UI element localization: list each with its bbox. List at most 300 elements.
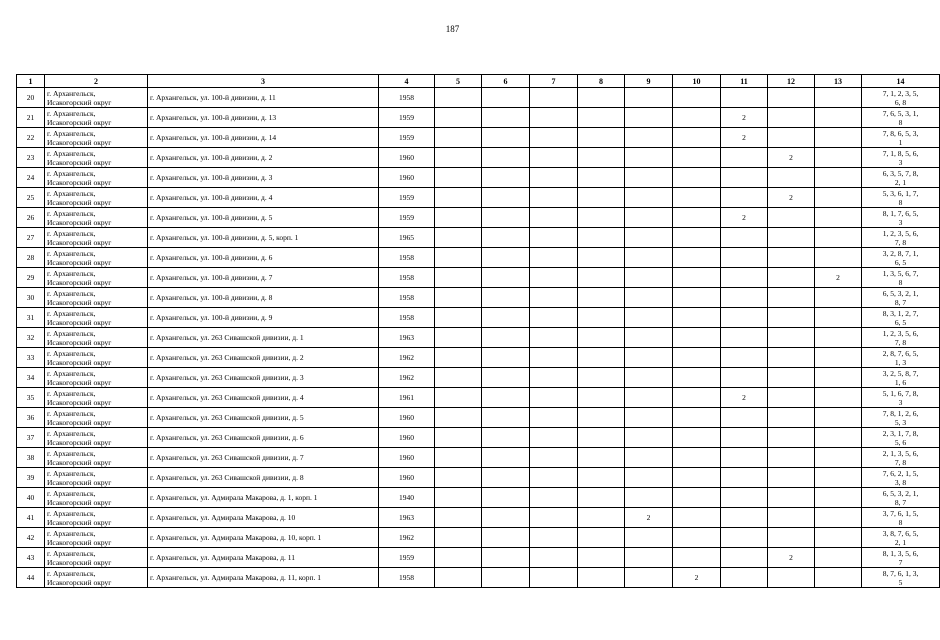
mark-cell [721, 508, 768, 528]
row-number: 39 [17, 468, 45, 488]
district-label: Исакогорский округ [47, 297, 112, 307]
sequence-line-2: 7, 8 [894, 237, 907, 247]
row-number: 25 [17, 188, 45, 208]
sequence-cell [862, 568, 940, 588]
mark-cell [530, 248, 578, 268]
mark-cell [815, 88, 862, 108]
sequence-line-2: 6, 5 [894, 257, 907, 267]
mark-cell [578, 448, 625, 468]
mark-cell [815, 468, 862, 488]
mark-cell [530, 328, 578, 348]
location-cell [45, 508, 148, 528]
year-cell: 1958 [379, 88, 435, 108]
year-cell: 1959 [379, 548, 435, 568]
mark-cell [435, 388, 482, 408]
table-row [17, 528, 940, 548]
sequence-line-2: 1, 6 [894, 377, 907, 387]
mark-cell [625, 488, 673, 508]
district-label: Исакогорский округ [47, 277, 112, 287]
mark-cell [721, 88, 768, 108]
city-label: г. Архангельск, [47, 228, 96, 238]
column-header: 5 [435, 75, 482, 88]
sequence-line-2: 5, 3 [894, 417, 907, 427]
mark-cell: 2 [721, 108, 768, 128]
city-label: г. Архангельск, [47, 428, 96, 438]
year-cell: 1959 [379, 128, 435, 148]
district-label: Исакогорский округ [47, 397, 112, 407]
row-number: 31 [17, 308, 45, 328]
mark-cell [768, 528, 815, 548]
mark-cell [673, 248, 721, 268]
sequence-line-2: 8, 7 [894, 497, 907, 507]
mark-cell [482, 328, 530, 348]
location-cell [45, 348, 148, 368]
mark-cell [768, 388, 815, 408]
mark-cell [530, 148, 578, 168]
year-cell: 1959 [379, 188, 435, 208]
district-label: Исакогорский округ [47, 337, 112, 347]
mark-cell [530, 308, 578, 328]
year-cell: 1959 [379, 108, 435, 128]
city-label: г. Архангельск, [47, 468, 96, 478]
mark-cell [435, 508, 482, 528]
sequence-cell [862, 108, 940, 128]
mark-cell [578, 428, 625, 448]
year-cell: 1960 [379, 468, 435, 488]
row-number: 23 [17, 148, 45, 168]
sequence-line-1: 2, 8, 7, 6, 5, [882, 348, 919, 358]
year-cell: 1961 [379, 388, 435, 408]
mark-cell [625, 168, 673, 188]
sequence-cell [862, 528, 940, 548]
sequence-line-2: 3 [898, 217, 903, 227]
city-label: г. Архангельск, [47, 288, 96, 298]
district-label: Исакогорский округ [47, 257, 112, 267]
mark-cell [578, 228, 625, 248]
mark-cell [625, 308, 673, 328]
mark-cell [673, 88, 721, 108]
column-header: 1 [17, 75, 45, 88]
mark-cell [815, 108, 862, 128]
mark-cell [435, 228, 482, 248]
mark-cell [673, 288, 721, 308]
row-number: 35 [17, 388, 45, 408]
mark-cell [625, 348, 673, 368]
mark-cell [578, 168, 625, 188]
year-cell: 1940 [379, 488, 435, 508]
mark-cell [673, 328, 721, 348]
mark-cell [530, 448, 578, 468]
mark-cell [482, 248, 530, 268]
year-cell: 1963 [379, 508, 435, 528]
mark-cell [530, 408, 578, 428]
row-number: 38 [17, 448, 45, 468]
mark-cell [815, 488, 862, 508]
row-number: 24 [17, 168, 45, 188]
sequence-line-1: 7, 1, 2, 3, 5, [882, 88, 919, 98]
row-number: 44 [17, 568, 45, 588]
column-header: 10 [673, 75, 721, 88]
location-cell [45, 288, 148, 308]
mark-cell [482, 168, 530, 188]
sequence-line-2: 3 [898, 157, 903, 167]
address-cell: г. Архангельск, ул. 100-й дивизии, д. 3 [148, 168, 379, 188]
mark-cell [815, 568, 862, 588]
mark-cell [768, 88, 815, 108]
sequence-cell [862, 348, 940, 368]
city-label: г. Архангельск, [47, 268, 96, 278]
address-cell: г. Архангельск, ул. Адмирала Макарова, д. 11, корп. 1 [148, 568, 379, 588]
address-cell: г. Архангельск, ул. Адмирала Макарова, д. 1, корп. 1 [148, 488, 379, 508]
header-row [17, 75, 940, 88]
mark-cell [625, 548, 673, 568]
mark-cell [482, 88, 530, 108]
city-label: г. Архангельск, [47, 308, 96, 318]
district-label: Исакогорский округ [47, 217, 112, 227]
address-cell: г. Архангельск, ул. 263 Сивашской дивизии, д. 2 [148, 348, 379, 368]
sequence-line-1: 6, 3, 5, 7, 8, [882, 168, 919, 178]
sequence-cell [862, 148, 940, 168]
sequence-line-2: 2, 1 [894, 177, 907, 187]
sequence-line-1: 6, 5, 3, 2, 1, [882, 288, 919, 298]
mark-cell [815, 428, 862, 448]
table-row [17, 328, 940, 348]
year-cell: 1960 [379, 168, 435, 188]
sequence-line-2: 3 [898, 397, 903, 407]
sequence-cell [862, 88, 940, 108]
mark-cell [435, 248, 482, 268]
mark-cell: 2 [721, 208, 768, 228]
mark-cell [530, 128, 578, 148]
mark-cell [815, 228, 862, 248]
row-number: 40 [17, 488, 45, 508]
city-label: г. Архангельск, [47, 408, 96, 418]
mark-cell [578, 508, 625, 528]
mark-cell [435, 128, 482, 148]
row-number: 37 [17, 428, 45, 448]
year-cell: 1962 [379, 528, 435, 548]
sequence-line-2: 8 [898, 517, 903, 527]
address-cell: г. Архангельск, ул. 100-й дивизии, д. 11 [148, 88, 379, 108]
mark-cell [673, 108, 721, 128]
column-header: 4 [379, 75, 435, 88]
city-label: г. Архангельск, [47, 348, 96, 358]
location-cell [45, 188, 148, 208]
mark-cell [482, 448, 530, 468]
mark-cell [673, 268, 721, 288]
location-cell [45, 428, 148, 448]
location-cell [45, 548, 148, 568]
mark-cell [721, 448, 768, 468]
mark-cell [625, 128, 673, 148]
district-label: Исакогорский округ [47, 457, 112, 467]
sequence-cell [862, 408, 940, 428]
address-cell: г. Архангельск, ул. 263 Сивашской дивизии, д. 1 [148, 328, 379, 348]
mark-cell [815, 528, 862, 548]
year-cell: 1960 [379, 148, 435, 168]
sequence-cell [862, 368, 940, 388]
mark-cell [578, 128, 625, 148]
year-cell: 1958 [379, 568, 435, 588]
mark-cell [482, 548, 530, 568]
mark-cell [721, 548, 768, 568]
city-label: г. Архангельск, [47, 328, 96, 338]
mark-cell [815, 508, 862, 528]
mark-cell [578, 88, 625, 108]
mark-cell [435, 108, 482, 128]
mark-cell [530, 388, 578, 408]
sequence-line-2: 8 [898, 117, 903, 127]
city-label: г. Архангельск, [47, 568, 96, 578]
mark-cell [721, 268, 768, 288]
district-label: Исакогорский округ [47, 557, 112, 567]
mark-cell [673, 308, 721, 328]
mark-cell [815, 148, 862, 168]
mark-cell [482, 348, 530, 368]
address-cell: г. Архангельск, ул. 263 Сивашской дивизии, д. 8 [148, 468, 379, 488]
location-cell [45, 268, 148, 288]
mark-cell [721, 248, 768, 268]
mark-cell [578, 108, 625, 128]
row-number: 29 [17, 268, 45, 288]
mark-cell [768, 108, 815, 128]
mark-cell: 2 [721, 388, 768, 408]
mark-cell [530, 288, 578, 308]
sequence-line-1: 5, 3, 6, 1, 7, [882, 188, 919, 198]
year-cell: 1963 [379, 328, 435, 348]
district-label: Исакогорский округ [47, 497, 112, 507]
table-row [17, 408, 940, 428]
mark-cell [625, 248, 673, 268]
mark-cell [530, 208, 578, 228]
mark-cell [625, 528, 673, 548]
column-header: 14 [862, 75, 940, 88]
mark-cell [815, 388, 862, 408]
sequence-line-1: 7, 8, 6, 5, 3, [882, 128, 919, 138]
sequence-line-1: 2, 3, 1, 7, 8, [882, 428, 919, 438]
district-label: Исакогорский округ [47, 477, 112, 487]
mark-cell [435, 428, 482, 448]
mark-cell [673, 368, 721, 388]
mark-cell [435, 408, 482, 428]
mark-cell [530, 368, 578, 388]
mark-cell [578, 468, 625, 488]
table-row [17, 188, 940, 208]
mark-cell [625, 108, 673, 128]
mark-cell [768, 568, 815, 588]
mark-cell [625, 368, 673, 388]
sequence-cell [862, 428, 940, 448]
address-cell: г. Архангельск, ул. 263 Сивашской дивизии, д. 7 [148, 448, 379, 468]
mark-cell [673, 428, 721, 448]
mark-cell [815, 348, 862, 368]
location-cell [45, 568, 148, 588]
city-label: г. Архангельск, [47, 108, 96, 118]
mark-cell [673, 148, 721, 168]
mark-cell [815, 308, 862, 328]
mark-cell [721, 308, 768, 328]
district-label: Исакогорский округ [47, 197, 112, 207]
district-label: Исакогорский округ [47, 377, 112, 387]
mark-cell [578, 528, 625, 548]
table-row [17, 88, 940, 108]
mark-cell [625, 468, 673, 488]
row-number: 20 [17, 88, 45, 108]
location-cell [45, 468, 148, 488]
sequence-line-2: 8 [898, 277, 903, 287]
address-cell: г. Архангельск, ул. 100-й дивизии, д. 4 [148, 188, 379, 208]
district-label: Исакогорский округ [47, 357, 112, 367]
mark-cell [482, 148, 530, 168]
sequence-cell [862, 168, 940, 188]
year-cell: 1960 [379, 428, 435, 448]
address-cell: г. Архангельск, ул. 263 Сивашской дивизии, д. 3 [148, 368, 379, 388]
row-number: 33 [17, 348, 45, 368]
mark-cell [578, 368, 625, 388]
district-label: Исакогорский округ [47, 437, 112, 447]
address-cell: г. Архангельск, ул. 100-й дивизии, д. 13 [148, 108, 379, 128]
mark-cell [673, 548, 721, 568]
sequence-line-1: 6, 5, 3, 2, 1, [882, 488, 919, 498]
mark-cell [721, 428, 768, 448]
table-row [17, 388, 940, 408]
year-cell: 1958 [379, 268, 435, 288]
city-label: г. Архангельск, [47, 128, 96, 138]
mark-cell [721, 488, 768, 508]
mark-cell [530, 548, 578, 568]
sequence-line-1: 3, 2, 8, 7, 1, [882, 248, 919, 258]
sequence-cell [862, 388, 940, 408]
mark-cell [435, 208, 482, 228]
mark-cell [625, 568, 673, 588]
mark-cell [435, 288, 482, 308]
city-label: г. Архангельск, [47, 368, 96, 378]
mark-cell [482, 128, 530, 148]
page-number: 187 [445, 24, 460, 34]
year-cell: 1960 [379, 448, 435, 468]
sequence-cell [862, 188, 940, 208]
mark-cell [815, 448, 862, 468]
district-label: Исакогорский округ [47, 577, 112, 587]
mark-cell [625, 428, 673, 448]
sequence-cell [862, 208, 940, 228]
housing-register-table [16, 74, 940, 588]
sequence-line-2: 8, 7 [894, 297, 907, 307]
mark-cell [482, 208, 530, 228]
mark-cell: 2 [768, 148, 815, 168]
mark-cell [435, 148, 482, 168]
address-cell: г. Архангельск, ул. 100-й дивизии, д. 8 [148, 288, 379, 308]
mark-cell: 2 [768, 188, 815, 208]
mark-cell [530, 508, 578, 528]
year-cell: 1958 [379, 248, 435, 268]
mark-cell [435, 368, 482, 388]
mark-cell [482, 488, 530, 508]
city-label: г. Архангельск, [47, 188, 96, 198]
mark-cell [721, 188, 768, 208]
district-label: Исакогорский округ [47, 97, 112, 107]
mark-cell [435, 88, 482, 108]
city-label: г. Архангельск, [47, 508, 96, 518]
mark-cell [721, 228, 768, 248]
mark-cell [815, 408, 862, 428]
mark-cell [625, 448, 673, 468]
mark-cell [482, 408, 530, 428]
mark-cell [768, 348, 815, 368]
district-label: Исакогорский округ [47, 117, 112, 127]
mark-cell [578, 188, 625, 208]
address-cell: г. Архангельск, ул. 263 Сивашской дивизии, д. 4 [148, 388, 379, 408]
mark-cell [435, 468, 482, 488]
table-row [17, 308, 940, 328]
mark-cell [815, 128, 862, 148]
mark-cell [435, 188, 482, 208]
mark-cell [530, 488, 578, 508]
address-cell: г. Архангельск, ул. 100-й дивизии, д. 6 [148, 248, 379, 268]
mark-cell [530, 168, 578, 188]
row-number: 28 [17, 248, 45, 268]
mark-cell [578, 408, 625, 428]
mark-cell [482, 468, 530, 488]
mark-cell [435, 528, 482, 548]
mark-cell: 2 [673, 568, 721, 588]
mark-cell [578, 488, 625, 508]
district-label: Исакогорский округ [47, 177, 112, 187]
sequence-cell [862, 128, 940, 148]
mark-cell [673, 128, 721, 148]
mark-cell [435, 348, 482, 368]
mark-cell [530, 428, 578, 448]
sequence-line-1: 8, 1, 3, 5, 6, [882, 548, 919, 558]
year-cell: 1965 [379, 228, 435, 248]
mark-cell [721, 288, 768, 308]
mark-cell [482, 288, 530, 308]
location-cell [45, 448, 148, 468]
mark-cell [673, 348, 721, 368]
sequence-line-2: 8 [898, 197, 903, 207]
mark-cell [578, 208, 625, 228]
mark-cell [673, 468, 721, 488]
address-cell: г. Архангельск, ул. Адмирала Макарова, д. 10 [148, 508, 379, 528]
mark-cell [768, 508, 815, 528]
sequence-cell [862, 268, 940, 288]
sequence-line-1: 8, 1, 7, 6, 5, [882, 208, 919, 218]
location-cell [45, 248, 148, 268]
location-cell [45, 488, 148, 508]
year-cell: 1960 [379, 408, 435, 428]
mark-cell [673, 528, 721, 548]
mark-cell [721, 328, 768, 348]
mark-cell [482, 568, 530, 588]
year-cell: 1958 [379, 288, 435, 308]
mark-cell [673, 448, 721, 468]
mark-cell [625, 288, 673, 308]
mark-cell [482, 508, 530, 528]
mark-cell [768, 368, 815, 388]
column-header: 8 [578, 75, 625, 88]
mark-cell [530, 268, 578, 288]
mark-cell [530, 468, 578, 488]
address-cell: г. Архангельск, ул. 263 Сивашской дивизии, д. 6 [148, 428, 379, 448]
mark-cell [768, 268, 815, 288]
location-cell [45, 228, 148, 248]
mark-cell [625, 228, 673, 248]
sequence-cell [862, 468, 940, 488]
city-label: г. Архангельск, [47, 528, 96, 538]
table-row [17, 268, 940, 288]
sequence-cell [862, 248, 940, 268]
column-header: 7 [530, 75, 578, 88]
